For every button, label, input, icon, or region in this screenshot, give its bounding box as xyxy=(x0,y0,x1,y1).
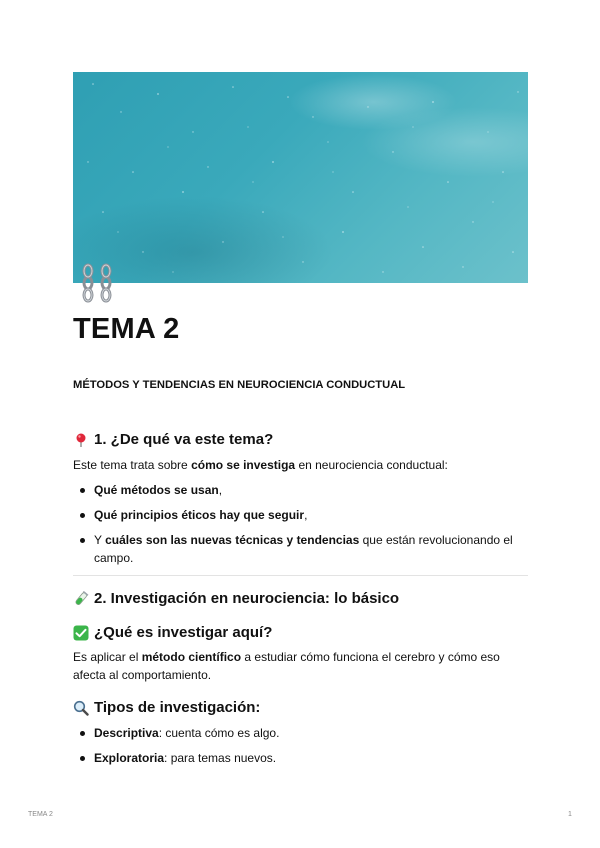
body-text-end: a estudiar cómo funciona el cerebro y cómo eso afecta al comportamiento. xyxy=(73,650,500,682)
list-item-bold: Qué métodos se usan xyxy=(94,483,219,497)
list-item xyxy=(73,724,528,742)
subsection-types-heading-text: Tipos de investigación: xyxy=(94,699,261,716)
magnifying-glass-icon xyxy=(73,700,89,716)
list-item-bold: Qué principios éticos hay que seguir xyxy=(94,508,305,522)
section2-heading-text: 2. Investigación en neurociencia: lo básico xyxy=(94,590,400,607)
subsection-what-heading xyxy=(73,624,528,641)
page-number: 1 xyxy=(568,811,572,818)
page-subtitle: MÉTODOS Y TENDENCIAS EN NEUROCIENCIA CONDUCTUAL xyxy=(73,379,406,391)
list-item-post: que están revolucionando el campo. xyxy=(94,533,513,565)
section1-list xyxy=(73,481,528,567)
subsection-what-heading-text: ¿Qué es investigar aquí? xyxy=(94,624,273,641)
round-pushpin-icon xyxy=(73,432,89,448)
list-item xyxy=(73,749,528,767)
list-item-post: : cuenta cómo es algo. xyxy=(158,726,280,740)
page-title: TEMA 2 xyxy=(73,313,180,345)
body-text: Es aplicar el xyxy=(73,650,142,664)
chains-icon xyxy=(77,262,117,306)
list-item xyxy=(73,506,528,524)
test-tube-icon xyxy=(73,591,89,607)
cover-image xyxy=(73,72,528,283)
footer-left: TEMA 2 xyxy=(28,811,53,818)
cover-speckle xyxy=(73,72,528,283)
intro-text: Este tema trata sobre xyxy=(73,458,192,472)
list-item-bold: cuáles son las nuevas técnicas y tendencias xyxy=(105,533,360,547)
intro-text-end: en neurociencia conductual: xyxy=(295,458,448,472)
list-item-post: : para temas nuevos. xyxy=(164,751,277,765)
subsection-types-heading xyxy=(73,699,528,716)
list-item-bold: Descriptiva xyxy=(94,726,159,740)
section2-heading xyxy=(73,590,528,607)
list-item-post: , xyxy=(218,483,223,497)
list-item xyxy=(73,531,528,567)
check-mark-button-icon xyxy=(73,625,89,641)
intro-bold: cómo se investiga xyxy=(191,458,296,472)
list-item-pre: Y xyxy=(94,533,106,547)
list-item-post: , xyxy=(304,508,308,522)
section1-intro xyxy=(73,456,528,474)
list-item xyxy=(73,481,528,499)
section1-heading xyxy=(73,431,528,448)
subsection-what-body xyxy=(73,648,528,684)
list-item-bold: Exploratoria xyxy=(94,751,165,765)
types-list xyxy=(73,724,528,767)
divider xyxy=(73,575,528,576)
section1-heading-text: 1. ¿De qué va este tema? xyxy=(94,431,274,448)
body-bold: método científico xyxy=(141,650,242,664)
